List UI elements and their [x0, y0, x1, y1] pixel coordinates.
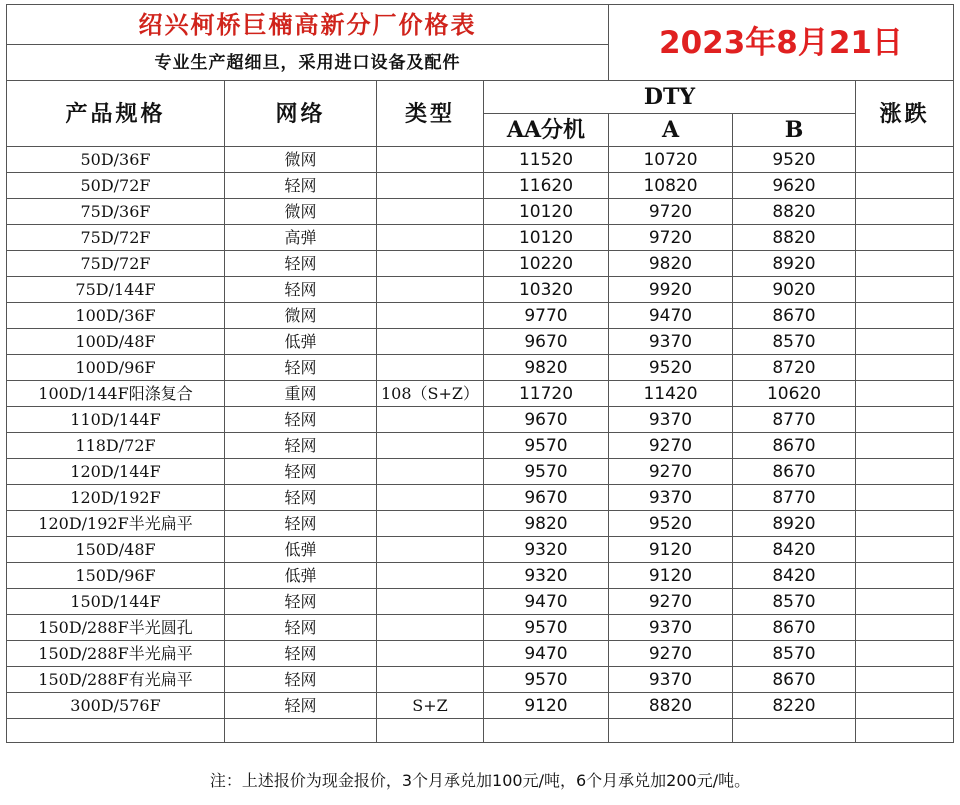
table-row: [7, 147, 954, 173]
cell-net: 轻网: [225, 459, 377, 485]
table-row: [7, 173, 954, 199]
cell-price-aa: 9770: [484, 303, 609, 329]
cell-price-b: 8670: [733, 303, 856, 329]
cell-price-aa: 9570: [484, 459, 609, 485]
cell-price-b: 10620: [733, 381, 856, 407]
cell-spec: 100D/96F: [7, 355, 225, 381]
cell-spec: 300D/576F: [7, 693, 225, 719]
cell-spec: 100D/144F阳涤复合: [7, 381, 225, 407]
cell-type: [377, 433, 484, 459]
cell-change: [856, 277, 954, 303]
cell-price-a: 9470: [609, 303, 733, 329]
sheet-subtitle: 专业生产超细旦，采用进口设备及配件: [7, 45, 609, 81]
cell-net: 轻网: [225, 485, 377, 511]
cell-price-b: 8670: [733, 667, 856, 693]
cell-price-aa: 9670: [484, 407, 609, 433]
cell-net: 低弹: [225, 329, 377, 355]
cell-type: [377, 407, 484, 433]
col-header-a: A: [609, 114, 733, 147]
cell-spec: 150D/288F半光扁平: [7, 641, 225, 667]
cell-type: S+Z: [377, 693, 484, 719]
cell-type: [377, 147, 484, 173]
cell-spec: 110D/144F: [7, 407, 225, 433]
table-row: [7, 615, 954, 641]
cell-price-a: 9270: [609, 589, 733, 615]
cell-change: [856, 407, 954, 433]
cell-spec: 150D/96F: [7, 563, 225, 589]
cell-spec: 100D/36F: [7, 303, 225, 329]
cell-price-a: 9520: [609, 511, 733, 537]
cell-change: [856, 381, 954, 407]
cell-net: 微网: [225, 147, 377, 173]
table-row: [7, 329, 954, 355]
cell-price-a: 9370: [609, 329, 733, 355]
cell-type: [377, 173, 484, 199]
cell-net: 轻网: [225, 355, 377, 381]
cell-type: [377, 563, 484, 589]
cell-price-aa: [484, 719, 609, 743]
col-header-change: 涨跌: [856, 81, 954, 147]
table-row: [7, 485, 954, 511]
cell-net: [225, 719, 377, 743]
cell-change: [856, 641, 954, 667]
cell-price-b: 8920: [733, 251, 856, 277]
cell-price-a: 9520: [609, 355, 733, 381]
cell-price-b: 8420: [733, 563, 856, 589]
cell-change: [856, 303, 954, 329]
cell-type: 108（S+Z）: [377, 381, 484, 407]
cell-type: [377, 511, 484, 537]
cell-price-aa: 10120: [484, 199, 609, 225]
cell-spec: 120D/144F: [7, 459, 225, 485]
cell-net: 轻网: [225, 251, 377, 277]
col-header-dty: DTY: [484, 81, 856, 114]
table-row: [7, 641, 954, 667]
table-row: [7, 511, 954, 537]
cell-change: [856, 563, 954, 589]
cell-change: [856, 615, 954, 641]
cell-price-b: 8770: [733, 407, 856, 433]
cell-change: [856, 459, 954, 485]
cell-price-a: 9720: [609, 199, 733, 225]
cell-change: [856, 173, 954, 199]
cell-price-aa: 9570: [484, 667, 609, 693]
cell-spec: 150D/144F: [7, 589, 225, 615]
table-row: [7, 667, 954, 693]
cell-price-b: 8770: [733, 485, 856, 511]
cell-price-b: 8570: [733, 329, 856, 355]
cell-net: 轻网: [225, 667, 377, 693]
cell-price-aa: 10320: [484, 277, 609, 303]
cell-spec: 150D/288F有光扁平: [7, 667, 225, 693]
cell-price-a: 9920: [609, 277, 733, 303]
cell-price-b: 8820: [733, 225, 856, 251]
table-row: [7, 433, 954, 459]
cell-price-b: 8670: [733, 615, 856, 641]
cell-price-aa: 9320: [484, 563, 609, 589]
table-row: [7, 199, 954, 225]
cell-net: 轻网: [225, 693, 377, 719]
cell-price-a: 9370: [609, 485, 733, 511]
cell-spec: 150D/288F半光圆孔: [7, 615, 225, 641]
cell-price-a: 10720: [609, 147, 733, 173]
cell-price-aa: 11720: [484, 381, 609, 407]
cell-spec: 118D/72F: [7, 433, 225, 459]
price-sheet: [6, 4, 953, 743]
table-row: [7, 459, 954, 485]
cell-price-b: 8570: [733, 641, 856, 667]
cell-price-a: [609, 719, 733, 743]
cell-change: [856, 693, 954, 719]
cell-change: [856, 537, 954, 563]
cell-type: [377, 667, 484, 693]
table-row: [7, 225, 954, 251]
cell-net: 轻网: [225, 511, 377, 537]
col-header-aa: AA分机: [484, 114, 609, 147]
sheet-title: 绍兴柯桥巨楠高新分厂价格表: [7, 5, 609, 45]
price-table: [6, 4, 954, 743]
cell-change: [856, 511, 954, 537]
cell-net: 微网: [225, 199, 377, 225]
cell-net: 低弹: [225, 537, 377, 563]
cell-net: 轻网: [225, 173, 377, 199]
cell-net: 高弹: [225, 225, 377, 251]
table-row: [7, 355, 954, 381]
col-header-type: 类型: [377, 81, 484, 147]
cell-type: [377, 589, 484, 615]
cell-type: [377, 251, 484, 277]
cell-change: [856, 667, 954, 693]
cell-type: [377, 329, 484, 355]
cell-type: [377, 485, 484, 511]
cell-price-aa: 9120: [484, 693, 609, 719]
cell-price-b: 9020: [733, 277, 856, 303]
cell-change: [856, 199, 954, 225]
cell-price-a: 11420: [609, 381, 733, 407]
cell-net: 轻网: [225, 277, 377, 303]
cell-price-aa: 11520: [484, 147, 609, 173]
cell-price-b: 9620: [733, 173, 856, 199]
cell-spec: 120D/192F: [7, 485, 225, 511]
cell-price-aa: 9670: [484, 485, 609, 511]
cell-spec: 75D/144F: [7, 277, 225, 303]
table-row: [7, 589, 954, 615]
cell-change: [856, 355, 954, 381]
cell-net: 重网: [225, 381, 377, 407]
cell-net: 轻网: [225, 433, 377, 459]
cell-type: [377, 615, 484, 641]
cell-net: 轻网: [225, 615, 377, 641]
cell-price-a: 8820: [609, 693, 733, 719]
table-row: [7, 719, 954, 743]
cell-spec: 75D/72F: [7, 251, 225, 277]
cell-change: [856, 329, 954, 355]
cell-type: [377, 199, 484, 225]
cell-change: [856, 225, 954, 251]
cell-price-a: 9120: [609, 563, 733, 589]
cell-spec: 50D/72F: [7, 173, 225, 199]
cell-price-aa: 9320: [484, 537, 609, 563]
cell-price-a: 10820: [609, 173, 733, 199]
cell-price-b: 8720: [733, 355, 856, 381]
table-row: [7, 537, 954, 563]
table-row: [7, 381, 954, 407]
footer-note: 注：上述报价为现金报价，3个月承兑加100元/吨，6个月承兑加200元/吨。: [209, 771, 751, 790]
cell-price-a: 9720: [609, 225, 733, 251]
cell-change: [856, 433, 954, 459]
cell-price-b: [733, 719, 856, 743]
table-row: [7, 407, 954, 433]
cell-type: [377, 277, 484, 303]
cell-change: [856, 147, 954, 173]
cell-spec: 150D/48F: [7, 537, 225, 563]
cell-spec: 50D/36F: [7, 147, 225, 173]
cell-price-aa: 9670: [484, 329, 609, 355]
table-row: [7, 251, 954, 277]
price-date: 2023年8月21日: [609, 5, 954, 81]
cell-price-a: 9370: [609, 667, 733, 693]
cell-price-aa: 9570: [484, 615, 609, 641]
cell-price-a: 9270: [609, 459, 733, 485]
cell-net: 轻网: [225, 589, 377, 615]
cell-spec: [7, 719, 225, 743]
cell-type: [377, 459, 484, 485]
col-header-spec: 产品规格: [7, 81, 225, 147]
cell-price-aa: 10120: [484, 225, 609, 251]
cell-price-b: 8420: [733, 537, 856, 563]
cell-type: [377, 225, 484, 251]
cell-type: [377, 719, 484, 743]
cell-price-b: 8220: [733, 693, 856, 719]
cell-price-b: 8670: [733, 433, 856, 459]
cell-price-aa: 9570: [484, 433, 609, 459]
cell-price-aa: 9820: [484, 511, 609, 537]
cell-net: 轻网: [225, 641, 377, 667]
cell-price-a: 9370: [609, 615, 733, 641]
cell-price-a: 9120: [609, 537, 733, 563]
table-row: [7, 303, 954, 329]
cell-type: [377, 537, 484, 563]
cell-change: [856, 485, 954, 511]
cell-change: [856, 719, 954, 743]
cell-price-a: 9270: [609, 433, 733, 459]
cell-price-b: 8820: [733, 199, 856, 225]
cell-price-b: 8670: [733, 459, 856, 485]
cell-spec: 75D/72F: [7, 225, 225, 251]
cell-price-aa: 9470: [484, 641, 609, 667]
cell-price-aa: 9470: [484, 589, 609, 615]
cell-change: [856, 251, 954, 277]
cell-type: [377, 641, 484, 667]
cell-net: 轻网: [225, 407, 377, 433]
cell-spec: 100D/48F: [7, 329, 225, 355]
cell-price-b: 8920: [733, 511, 856, 537]
cell-type: [377, 303, 484, 329]
table-row: [7, 693, 954, 719]
cell-price-a: 9820: [609, 251, 733, 277]
table-row: [7, 563, 954, 589]
cell-price-b: 8570: [733, 589, 856, 615]
cell-price-aa: 9820: [484, 355, 609, 381]
cell-price-aa: 11620: [484, 173, 609, 199]
col-header-b: B: [733, 114, 856, 147]
cell-price-a: 9370: [609, 407, 733, 433]
cell-spec: 120D/192F半光扁平: [7, 511, 225, 537]
cell-price-aa: 10220: [484, 251, 609, 277]
table-row: [7, 277, 954, 303]
cell-change: [856, 589, 954, 615]
cell-price-b: 9520: [733, 147, 856, 173]
cell-type: [377, 355, 484, 381]
col-header-net: 网络: [225, 81, 377, 147]
cell-net: 低弹: [225, 563, 377, 589]
cell-spec: 75D/36F: [7, 199, 225, 225]
cell-price-a: 9270: [609, 641, 733, 667]
cell-net: 微网: [225, 303, 377, 329]
